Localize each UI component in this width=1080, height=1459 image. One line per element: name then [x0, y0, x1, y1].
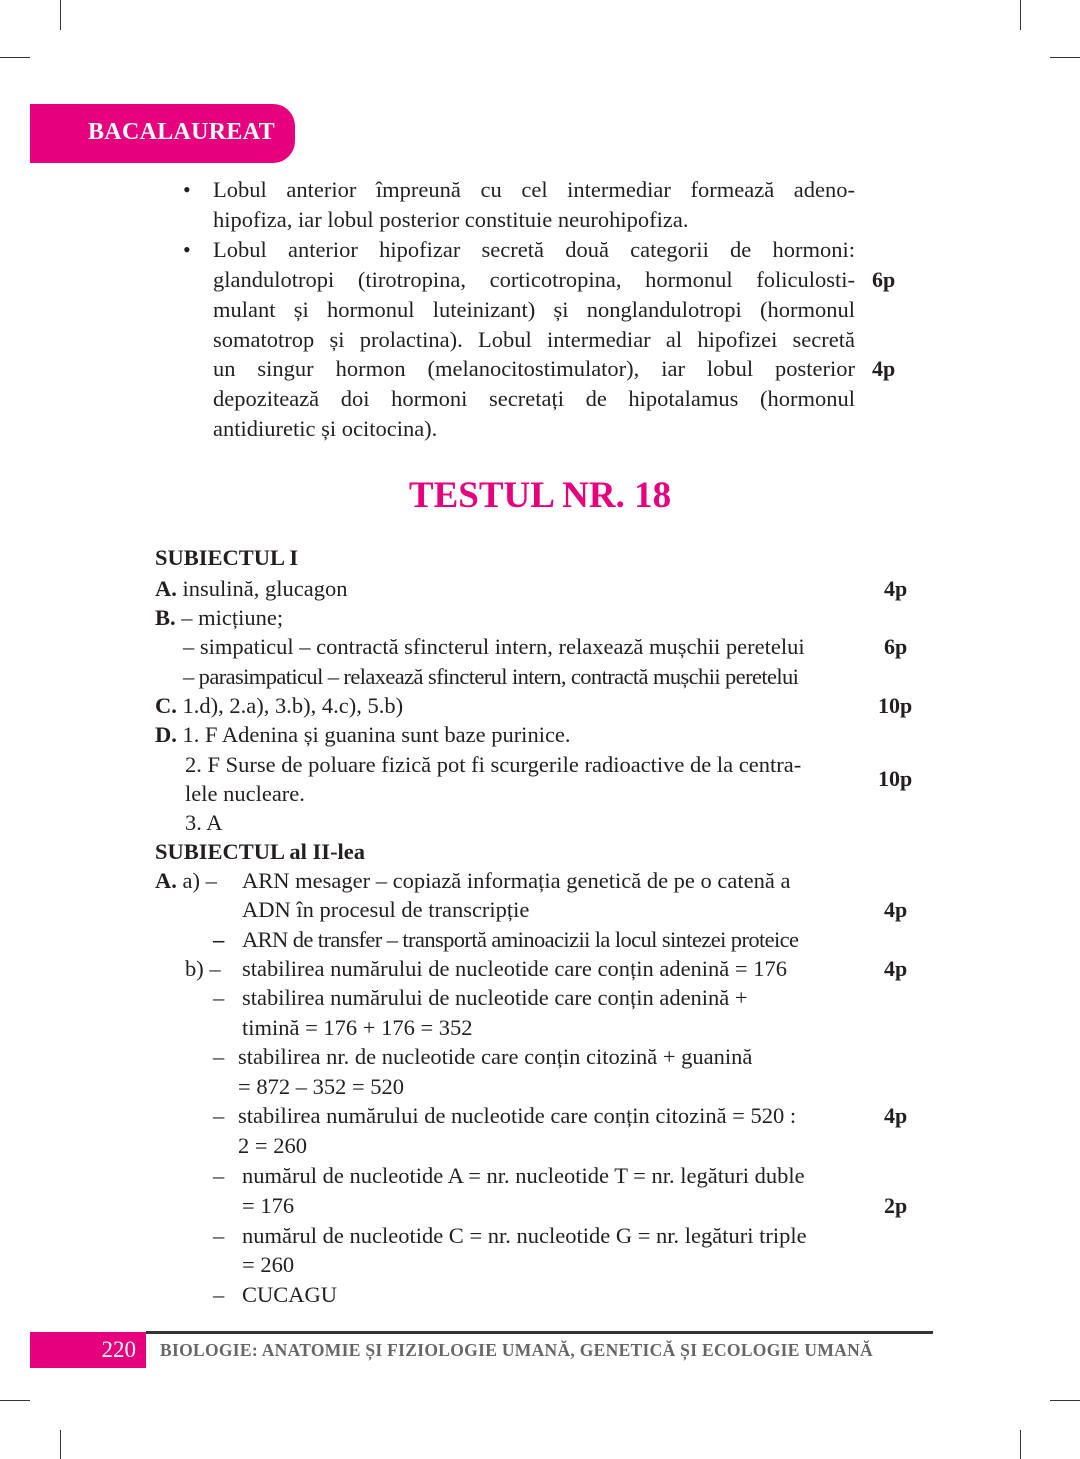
dash: – [213, 985, 225, 1010]
score: 2p [884, 1193, 908, 1218]
score: 4p [884, 897, 908, 922]
crop-mark [0, 1400, 30, 1401]
text-line: = 176 [242, 1193, 295, 1218]
crop-mark [1050, 1400, 1080, 1401]
text-line: glandulotropi (tirotropina, corticotropina, hormonul foliculosti- [213, 267, 855, 292]
section-heading: SUBIECTUL al II-lea [155, 839, 366, 864]
page-number: 220 [101, 1337, 136, 1362]
text-line: – simpaticul – contractă sfincterul intern, relaxează mușchii peretelui [183, 634, 805, 659]
footer-rule [146, 1331, 933, 1334]
text-line: ARN de transfer – transportă aminoacizii la locul sintezei proteice [242, 927, 799, 952]
bullet-icon: • [183, 237, 191, 262]
item-label: A. [155, 868, 177, 893]
item-label: B. [155, 605, 176, 630]
text-line: – parasimpaticul – relaxează sfincterul intern, contractă mușchii peretelui [183, 664, 799, 689]
dash: – [213, 1103, 225, 1128]
text-line: = 260 [242, 1252, 295, 1277]
text-line: hipofiza, iar lobul posterior constituie neurohipofiza. [213, 207, 689, 232]
text-line: ARN mesager – copiază informația genetică de pe o catenă a [242, 868, 791, 893]
text-line: antidiuretic și ocitocina). [213, 416, 438, 441]
text-line: = 872 – 352 = 520 [238, 1074, 405, 1099]
item-label: D. [155, 722, 177, 747]
text-line: mulant și hormonul luteinizant) și nonglandulotropi (hormonul [213, 297, 855, 322]
score: 4p [884, 1103, 908, 1128]
score: 10p [878, 766, 913, 791]
dash: – [213, 1044, 225, 1069]
text-line: 2. F Surse de poluare fizică pot fi scurgerile radioactive de la centra- [185, 752, 802, 777]
text-line: Lobul anterior împreună cu cel intermediar formează adeno- [213, 177, 855, 202]
crop-mark [60, 1430, 61, 1459]
dash: – [213, 1163, 225, 1188]
score: 4p [884, 576, 908, 601]
item-label: A. [155, 576, 177, 601]
text: 1. F Adenina și guanina sunt baze purinice. [176, 722, 571, 747]
text-line: stabilirea nr. de nucleotide care conțin citozină + guanină [238, 1044, 753, 1069]
text-line: stabilirea numărului de nucleotide care conțin adenină = 176 [242, 956, 787, 981]
text-line: depozitează doi hormoni secretați de hipotalamus (hormonul [213, 386, 855, 411]
score: 10p [878, 693, 913, 718]
text-line: stabilirea numărului de nucleotide care conțin adenină + [242, 985, 748, 1010]
text-line: CUCAGU [242, 1282, 338, 1307]
text: insulină, glucagon [176, 576, 348, 601]
item-label: C. [155, 693, 177, 718]
text-line: 2 = 260 [238, 1133, 307, 1158]
score: 6p [872, 267, 896, 292]
book-title: BIOLOGIE: ANATOMIE ȘI FIZIOLOGIE UMANĂ, GENETICĂ ȘI ECOLOGIE UMANĂ [160, 1340, 873, 1360]
dash: – [213, 1282, 225, 1307]
text-line: 3. A [185, 810, 223, 835]
text-line: Lobul anterior hipofizar secretă două categorii de hormoni: [213, 237, 855, 262]
text-line: stabilirea numărului de nucleotide care conțin citozină = 520 : [238, 1103, 797, 1128]
answer-B [155, 605, 283, 631]
text-line: ADN în procesul de transcripție [242, 897, 530, 922]
crop-mark [1050, 57, 1080, 58]
crop-mark [1020, 1430, 1021, 1459]
section-tab [30, 104, 295, 163]
score: 6p [884, 634, 908, 659]
text: 1.d), 2.a), 3.b), 4.c), 5.b) [176, 693, 404, 718]
text: – micțiune; [175, 605, 284, 630]
crop-mark [1020, 0, 1021, 30]
dash: – [213, 927, 225, 952]
sub-label: b) – [185, 956, 221, 981]
answer-D [155, 722, 571, 748]
section-tab-label: BACALAUREAT [88, 119, 275, 145]
section-heading: SUBIECTUL I [155, 545, 299, 570]
answer-A [155, 868, 217, 894]
text-line: numărul de nucleotide A = nr. nucleotide T = nr. legături duble [242, 1163, 805, 1188]
answer-A [155, 576, 347, 602]
score: 4p [872, 356, 896, 381]
page-number-box [30, 1332, 146, 1368]
dash: – [213, 1223, 225, 1248]
sub-label: a) – [176, 868, 217, 893]
answer-C [155, 693, 403, 719]
score: 4p [884, 956, 908, 981]
text-line: lele nucleare. [185, 781, 305, 806]
crop-mark [0, 57, 30, 58]
crop-mark [60, 0, 61, 30]
text-line: numărul de nucleotide C = nr. nucleotide G = nr. legături triple [242, 1223, 807, 1248]
text-line: somatotrop și prolactina). Lobul intermediar al hipofizei secretă [213, 327, 855, 352]
test-title: TESTUL NR. 18 [408, 475, 672, 516]
text-line: un singur hormon (melanocitostimulator), iar lobul posterior [213, 356, 855, 381]
text-line: timină = 176 + 176 = 352 [242, 1015, 473, 1040]
bullet-icon: • [183, 177, 191, 202]
